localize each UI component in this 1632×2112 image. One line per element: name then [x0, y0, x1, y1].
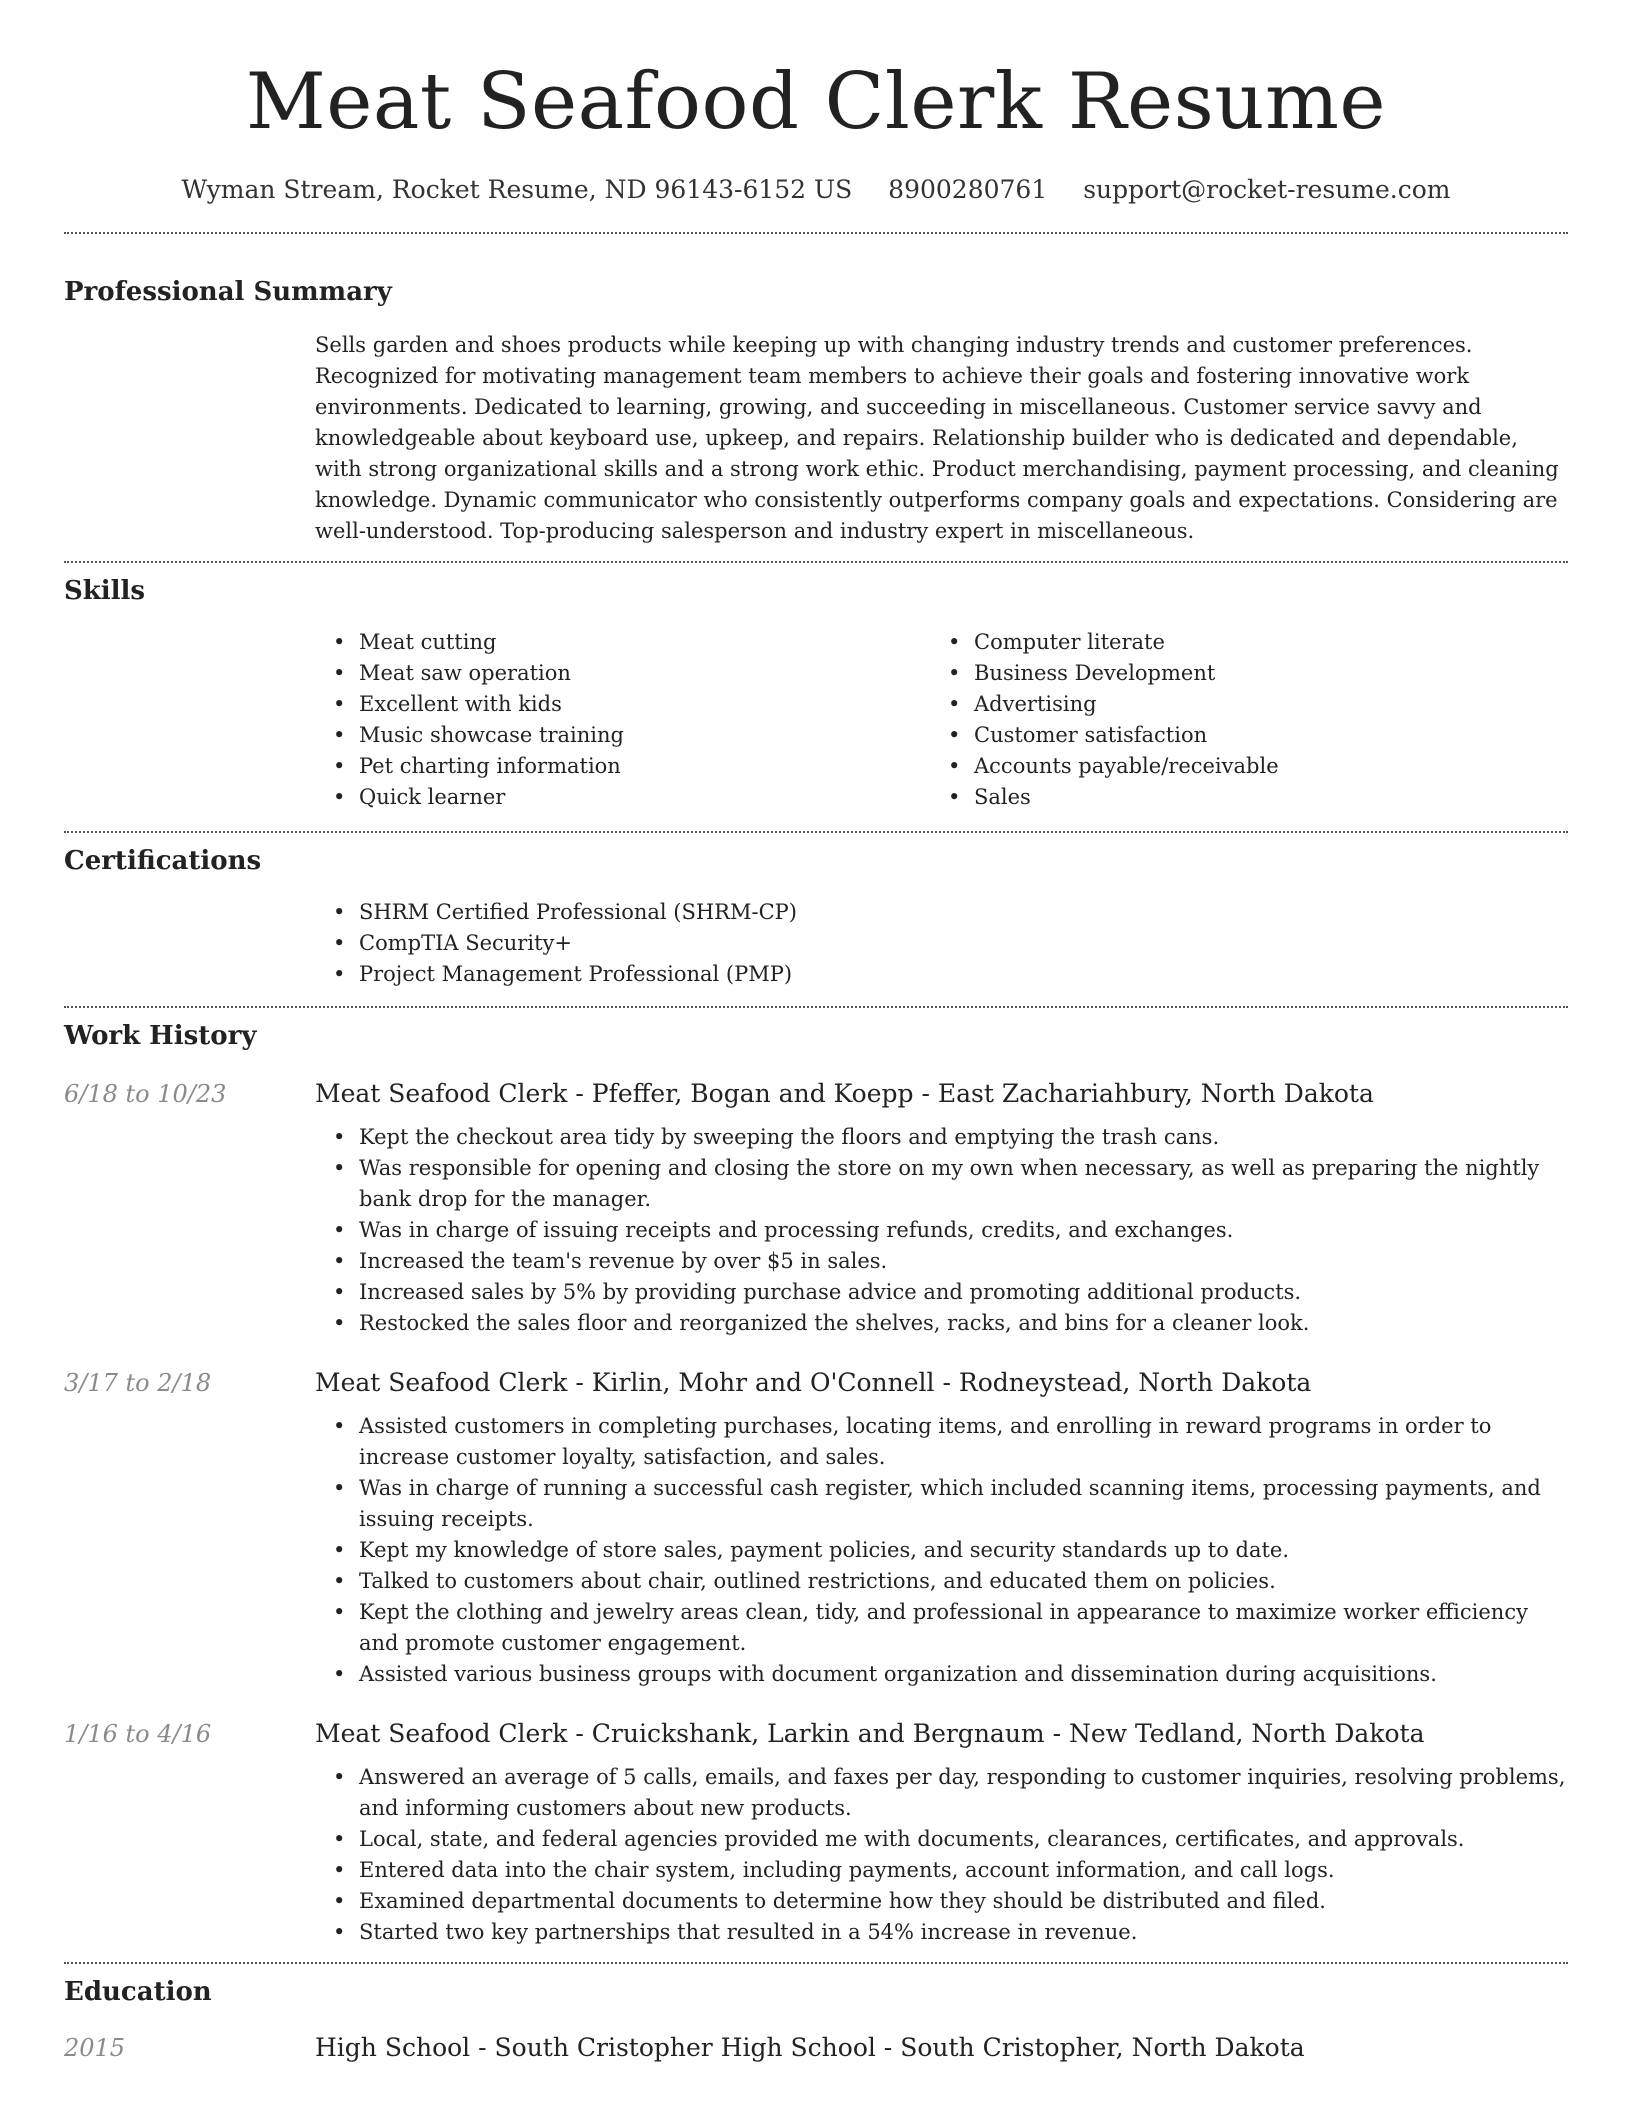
section-divider [64, 831, 1568, 833]
skill-item: • Excellent with kids [359, 689, 930, 720]
job-bullet: • Examined departmental documents to determine how they should be distributed and filed. [359, 1886, 1568, 1917]
skill-item: • Music showcase training [359, 720, 930, 751]
job-title: Meat Seafood Clerk - Cruickshank, Larkin and Bergnaum - New Tedland, North Dakota [315, 1719, 1425, 1748]
job-bullet: • Answered an average of 5 calls, emails, and faxes per day, responding to customer inquiries, resolving problems, and informing customers about new products. [359, 1762, 1568, 1824]
certifications-list [315, 897, 1568, 990]
certification-item: • Project Management Professional (PMP) [359, 959, 1568, 990]
job-bullet: • Assisted various business groups with document organization and dissemination during acquisitions. [359, 1659, 1568, 1690]
job-bullets [315, 1411, 1568, 1690]
job-title: Meat Seafood Clerk - Kirlin, Mohr and O'Connell - Rodneystead, North Dakota [315, 1368, 1312, 1397]
summary-section [64, 274, 1568, 547]
job-bullet: • Local, state, and federal agencies provided me with documents, clearances, certificates, and approvals. [359, 1824, 1568, 1855]
skills-list-right [930, 627, 1545, 813]
job-details [315, 1411, 1568, 1690]
education-title: High School - South Cristopher High School - South Cristopher, North Dakota [315, 2033, 1305, 2062]
job-bullet: • Was in charge of issuing receipts and processing refunds, credits, and exchanges. [359, 1215, 1568, 1246]
education-section [64, 1974, 1568, 2066]
job-title: Meat Seafood Clerk - Pfeffer, Bogan and Koepp - East Zachariahbury, North Dakota [315, 1079, 1374, 1108]
job-bullet: • Increased the team's revenue by over $5 in sales. [359, 1246, 1568, 1277]
certification-item: • CompTIA Security+ [359, 928, 1568, 959]
skill-item: • Accounts payable/receivable [974, 751, 1545, 782]
contact-email: support@rocket-resume.com [1083, 175, 1451, 204]
certifications-heading: Certifications [64, 846, 262, 876]
skills-heading: Skills [64, 576, 146, 606]
job-bullets [315, 1762, 1568, 1948]
skill-item: • Computer literate [974, 627, 1545, 658]
contact-phone: 8900280761 [888, 175, 1048, 204]
job-bullet: • Was in charge of running a successful cash register, which included scanning items, processing payments, and issuing receipts. [359, 1473, 1568, 1535]
section-divider [64, 232, 1568, 234]
job-bullet: • Increased sales by 5% by providing purchase advice and promoting additional products. [359, 1277, 1568, 1308]
skills-list-left [315, 627, 930, 813]
skill-item: • Customer satisfaction [974, 720, 1545, 751]
skill-item: • Pet charting information [359, 751, 930, 782]
skills-columns [315, 627, 1568, 813]
skill-item: • Meat saw operation [359, 658, 930, 689]
summary-heading: Professional Summary [64, 277, 392, 307]
education-heading: Education [64, 1977, 212, 2007]
skill-item: • Quick learner [359, 782, 930, 813]
job-bullet: • Kept my knowledge of store sales, payment policies, and security standards up to date. [359, 1535, 1568, 1566]
job-bullet: • Talked to customers about chair, outlined restrictions, and educated them on policies. [359, 1566, 1568, 1597]
job-bullet: • Entered data into the chair system, including payments, account information, and call logs. [359, 1855, 1568, 1886]
job-bullet: • Kept the clothing and jewelry areas clean, tidy, and professional in appearance to maximize worker efficiency and promote customer engagement. [359, 1597, 1568, 1659]
job-bullet: • Was responsible for opening and closing the store on my own when necessary, as well as preparing the nightly bank drop for the manager. [359, 1153, 1568, 1215]
work-heading: Work History [64, 1021, 257, 1051]
contact-address: Wyman Stream, Rocket Resume, ND 96143-6152 US [181, 175, 853, 204]
job-details [315, 1122, 1568, 1339]
contact-line [64, 172, 1568, 208]
resume-title: Meat Seafood Clerk Resume [245, 57, 1387, 147]
job-bullet: • Restocked the sales floor and reorganized the shelves, racks, and bins for a cleaner look. [359, 1308, 1568, 1339]
job-bullets [315, 1122, 1568, 1339]
job-bullet: • Started two key partnerships that resulted in a 54% increase in revenue. [359, 1917, 1568, 1948]
skill-item: • Business Development [974, 658, 1545, 689]
job-bullet: • Kept the checkout area tidy by sweeping the floors and emptying the trash cans. [359, 1122, 1568, 1153]
job-date: 6/18 to 10/23 [64, 1080, 227, 1108]
skill-item: • Meat cutting [359, 627, 930, 658]
skills-section [64, 573, 1568, 813]
certification-item: • SHRM Certified Professional (SHRM-CP) [359, 897, 1568, 928]
section-divider [64, 561, 1568, 563]
job-date: 3/17 to 2/18 [64, 1369, 212, 1397]
job-entry [64, 1716, 1568, 1948]
skill-item: • Sales [974, 782, 1545, 813]
work-section [64, 1018, 1568, 1948]
education-date: 2015 [64, 2034, 126, 2062]
certifications-section [64, 843, 1568, 990]
job-bullet: • Assisted customers in completing purchases, locating items, and enrolling in reward programs in order to increase customer loyalty, satisfaction, and sales. [359, 1411, 1568, 1473]
skill-item: • Advertising [974, 689, 1545, 720]
job-date: 1/16 to 4/16 [64, 1720, 212, 1748]
job-entry [64, 1076, 1568, 1339]
certifications-content [315, 897, 1568, 990]
summary-text: Sells garden and shoes products while keeping up with changing industry trends and customer preferences. Recognized for motivating management team members to achieve their goals and fostering innovative work environments. Dedicated to learning, growing, and succeeding in miscellaneous. Customer service savvy and knowledgeable about keyboard use, upkeep, and repairs. Relationship builder who is dedicated and dependable, with strong organizational skills and a strong work ethic. Product merchandising, payment processing, and cleaning knowledge. Dynamic communicator who consistently outperforms company goals and expectations. Considering are well-understood. Top-producing salesperson and industry expert in miscellaneous. [315, 333, 1559, 543]
section-divider [64, 1006, 1568, 1008]
education-entry [64, 2030, 1568, 2066]
resume-page [64, 0, 1568, 2066]
job-entry [64, 1365, 1568, 1690]
job-details [315, 1762, 1568, 1948]
section-divider [64, 1962, 1568, 1964]
